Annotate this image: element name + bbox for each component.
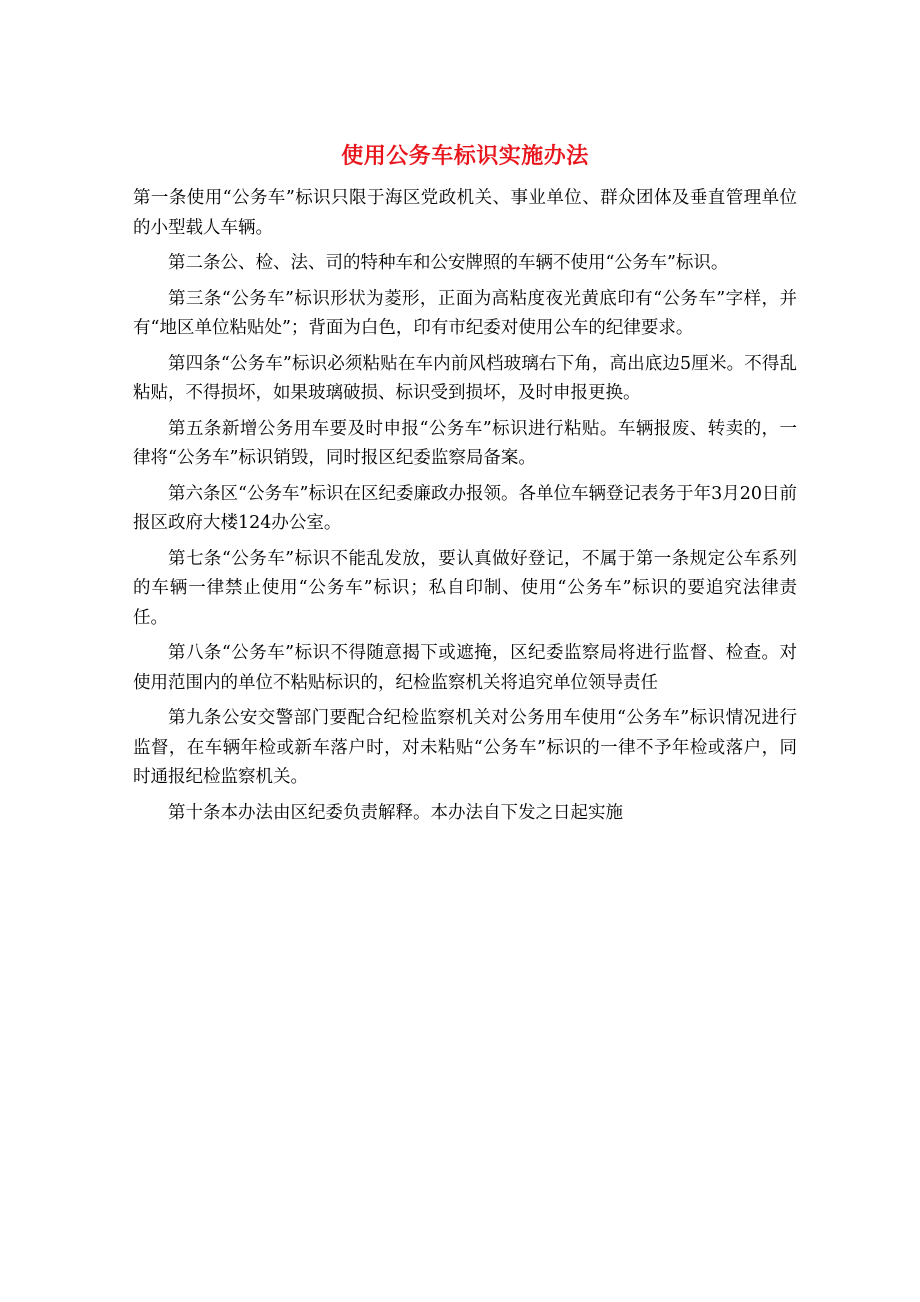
- document-title: 使用公务车标识实施办法: [341, 144, 589, 169]
- article-4: 第四条“公务车”标识必须粘贴在车内前风档玻璃右下角，高出底边5厘米。不得乱粘贴，不得损坏，如果玻璃破损、标识受到损坏，及时申报更换。: [133, 353, 797, 403]
- article-10: 第十条本办法由区纪委负责解释。本办法自下发之日起实施: [168, 802, 623, 823]
- article-6: 第六条区“公务车”标识在区纪委廉政办报领。各单位车辆登记表务于年3月20日前报区政府大楼124办公室。: [133, 483, 797, 533]
- article-1: 第一条使用“公务车”标识只限于海区党政机关、事业单位、群众团体及垂直管理单位的小型载人车辆。: [133, 188, 797, 238]
- article-7: 第七条“公务车”标识不能乱发放，要认真做好登记，不属于第一条规定公车系列的车辆一律禁止使用“公务车”标识；私自印制、使用“公务车”标识的要追究法律责任。: [133, 548, 797, 628]
- article-9: 第九条公安交警部门要配合纪检监察机关对公务用车使用“公务车”标识情况进行监督，在车辆年检或新车落户时，对未粘贴“公务车”标识的一律不予年检或落户，同时通报纪检监察机关。: [133, 708, 797, 787]
- article-5: 第五条新增公务用车要及时申报“公务车”标识进行粘贴。车辆报废、转卖的，一律将“公务车”标识销毁，同时报区纪委监察局备案。: [133, 418, 797, 468]
- article-2: 第二条公、检、法、司的特种车和公安牌照的车辆不使用“公务车”标识。: [168, 253, 729, 273]
- article-8: 第八条“公务车”标识不得随意揭下或遮掩，区纪委监察局将进行监督、检查。对使用范围内的单位不粘贴标识的，纪检监察机关将追究单位领导责任: [133, 643, 797, 693]
- article-3: 第三条“公务车”标识形状为菱形，正面为高粘度夜光黄底印有“公务车”字样，并有“地区单位粘贴处”；背面为白色，印有市纪委对使用公车的纪律要求。: [133, 288, 797, 338]
- document-page: [133, 142, 797, 834]
